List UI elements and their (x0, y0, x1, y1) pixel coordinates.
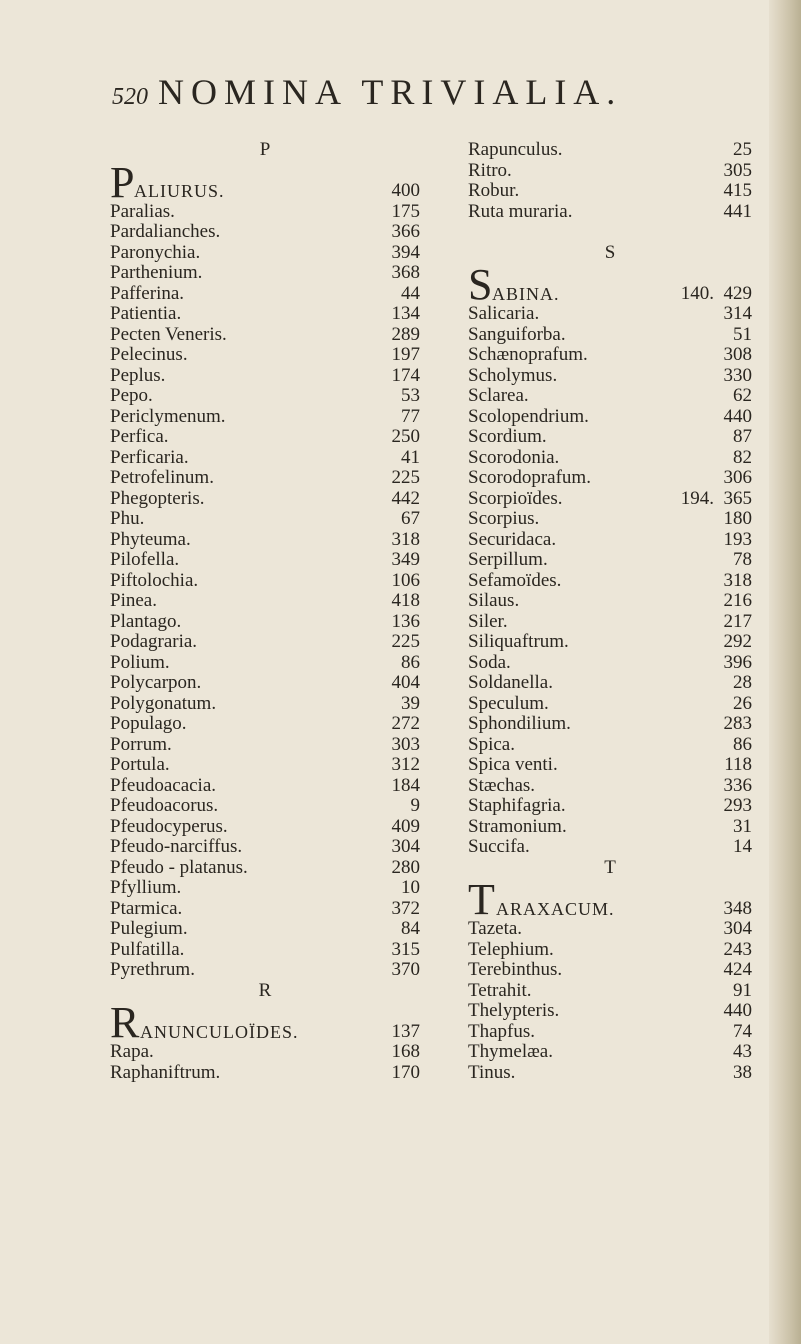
index-entry-initial-s (468, 260, 752, 309)
entry-name: Phegopteris. (110, 487, 205, 509)
entry-ref: 442 (391, 487, 420, 509)
entry-name: Soldanella. (468, 672, 553, 693)
entry-ref: 216 (723, 590, 752, 611)
entry-name: Pfeudocyperus. (110, 815, 228, 837)
entry-name: Sanguiforba. (468, 323, 566, 345)
index-list-t (468, 919, 752, 1083)
entry-name: Sefamoïdes. (468, 569, 562, 591)
entry-name: Ruta muraria. (468, 200, 573, 222)
entry-ref: 184 (391, 774, 420, 796)
entry-name: Polycarpon. (110, 672, 202, 693)
entry-name: Paronychia. (110, 241, 201, 263)
entry-ref: 43 (733, 1041, 752, 1062)
entry-ref: 82 (733, 446, 752, 468)
entry-name: Thelypteris. (468, 1000, 560, 1021)
index-entry (468, 1063, 752, 1084)
index-entry (468, 325, 752, 346)
entry-name: Staphifagria. (468, 795, 566, 816)
index-entry (110, 694, 420, 715)
index-entry-initial-p (110, 157, 420, 207)
entry-ref: 136 (391, 610, 420, 632)
index-entry (468, 755, 752, 776)
section-letter-r: R (258, 979, 272, 1001)
entry-ref: 170 (391, 1061, 420, 1083)
entry-name: Pfyllium. (110, 877, 182, 898)
entry-name: Porrum. (110, 733, 172, 755)
page-title: NOMINA TRIVIALIA. (158, 72, 623, 112)
index-entry (110, 304, 420, 325)
entry-ref: 289 (391, 323, 420, 345)
index-entry (110, 263, 420, 284)
entry-ref: 10 (401, 877, 420, 898)
index-entry (110, 796, 420, 817)
index-entry (468, 468, 752, 489)
entry-ref: 283 (723, 713, 752, 734)
entry-name: Scorodonia. (468, 446, 560, 468)
entry-ref: 280 (391, 856, 420, 878)
entry-name: Raphaniftrum. (110, 1061, 221, 1083)
entry-ref: 441 (723, 200, 752, 222)
entry-ref: 38 (733, 1061, 752, 1083)
entry-name: Pulfatilla. (110, 938, 185, 960)
index-entry (468, 796, 752, 817)
entry-name: Speculum. (468, 692, 549, 714)
entry-ref: 415 (723, 180, 752, 201)
index-entry (110, 489, 420, 510)
index-entry (468, 714, 752, 735)
entry-name: Siler. (468, 610, 508, 632)
index-entry (468, 940, 752, 961)
entry-ref: 67 (401, 508, 420, 529)
entry-name: Telephium. (468, 938, 554, 960)
index-entry (468, 530, 752, 551)
index-entry (468, 181, 752, 202)
entry-name: Rapunculus. (468, 139, 563, 160)
index-entry (110, 960, 420, 981)
entry-name: Sclarea. (468, 385, 529, 406)
entry-ref: 394 (391, 241, 420, 263)
entry-name: Polium. (110, 651, 170, 673)
entry-name: Securidaca. (468, 528, 557, 550)
entry-name: Pecten Veneris. (110, 323, 227, 345)
entry-name: Pinea. (110, 590, 157, 611)
section-letter-p: P (259, 139, 271, 160)
entry-ref: 175 (391, 200, 420, 222)
index-entry (468, 960, 752, 981)
entry-name: Populago. (110, 713, 187, 734)
entry-name: Patientia. (110, 303, 182, 324)
index-entry (468, 1042, 752, 1063)
entry-ref: 31 (733, 815, 752, 837)
entry-ref: 250 (391, 426, 420, 447)
index-entry (110, 448, 420, 469)
entry-name: ABINA. (492, 283, 560, 304)
entry-name: Scolopendrium. (468, 405, 589, 427)
drop-cap-t: T (468, 875, 495, 924)
entry-name: Pilofella. (110, 549, 180, 570)
entry-ref: 272 (391, 713, 420, 734)
index-entry (468, 981, 752, 1002)
entry-ref-secondary: 140. (680, 282, 714, 304)
index-entry (110, 919, 420, 940)
entry-name: Rapa. (110, 1041, 154, 1062)
index-entry (110, 468, 420, 489)
index-entry (468, 509, 752, 530)
entry-name: Pfeudoacorus. (110, 795, 219, 816)
entry-name: Portula. (110, 754, 170, 775)
entry-name: Piftolochia. (110, 569, 199, 591)
entry-name: Tazeta. (468, 918, 523, 939)
index-entry (110, 817, 420, 838)
index-entry (110, 366, 420, 387)
index-entry (110, 858, 420, 879)
index-entry (110, 714, 420, 735)
index-entry (468, 345, 752, 366)
entry-ref: 418 (391, 590, 420, 611)
entry-ref: 137 (391, 1020, 420, 1042)
entry-ref: 106 (391, 569, 420, 591)
index-entry (110, 325, 420, 346)
index-entry (110, 427, 420, 448)
entry-ref: 53 (401, 385, 420, 406)
index-entry (468, 1001, 752, 1022)
drop-cap-s: S (468, 260, 493, 309)
entry-ref: 86 (733, 733, 752, 755)
entry-ref: 318 (723, 569, 752, 591)
entry-ref: 308 (723, 344, 752, 365)
entry-ref: 440 (723, 405, 752, 427)
entry-name: Spica. (468, 733, 515, 755)
entry-ref: 292 (723, 631, 752, 652)
entry-name: Phyteuma. (110, 528, 191, 550)
index-entry (110, 940, 420, 961)
entry-ref: 44 (401, 282, 420, 304)
entry-ref: 91 (733, 979, 752, 1001)
entry-name: Pfeudo - platanus. (110, 856, 248, 878)
entry-name: Plantago. (110, 610, 182, 632)
entry-name: Robur. (468, 180, 520, 201)
index-entry (110, 284, 420, 305)
entry-name: Podagraria. (110, 631, 198, 652)
entry-name: Ptarmica. (110, 897, 183, 919)
index-entry (468, 1022, 752, 1043)
entry-name: Serpillum. (468, 549, 548, 570)
entry-name: Ritro. (468, 159, 512, 181)
entry-name: Parthenium. (110, 262, 203, 283)
index-entry (468, 837, 752, 858)
entry-ref: 77 (401, 405, 420, 427)
entry-name: Scorpius. (468, 508, 540, 529)
entry-ref: 78 (733, 549, 752, 570)
entry-ref: 41 (401, 446, 420, 468)
entry-ref: 349 (391, 549, 420, 570)
index-entry (468, 653, 752, 674)
entry-ref: 134 (391, 303, 420, 324)
entry-ref: 400 (391, 180, 420, 201)
entry-ref: 315 (391, 938, 420, 960)
entry-name: Scorodoprafum. (468, 467, 591, 488)
entry-name: Soda. (468, 651, 511, 673)
index-entry (110, 591, 420, 612)
entry-ref: 312 (391, 754, 420, 775)
index-entry (468, 735, 752, 756)
entry-ref: 25 (733, 139, 752, 160)
entry-ref: 180 (723, 508, 752, 529)
entry-name: Thymelæa. (468, 1041, 553, 1062)
index-entry (468, 591, 752, 612)
index-entry (468, 202, 752, 223)
entry-ref: 336 (723, 774, 752, 796)
index-entry (468, 673, 752, 694)
index-entry (468, 386, 752, 407)
index-entry (110, 407, 420, 428)
index-list-p (110, 202, 420, 981)
index-entry (110, 202, 420, 223)
entry-name: Scorpioïdes. (468, 487, 563, 509)
entry-name: Tinus. (468, 1061, 516, 1083)
entry-ref: 368 (391, 262, 420, 283)
entry-ref-secondary: 194. (680, 487, 714, 509)
entry-name: Terebinthus. (468, 959, 563, 980)
entry-name: Schænoprafum. (468, 344, 588, 365)
running-header (112, 72, 672, 112)
entry-ref: 424 (723, 959, 752, 980)
index-entry (468, 140, 752, 161)
entry-ref: 440 (723, 1000, 752, 1021)
index-entry (468, 161, 752, 182)
index-entry (110, 878, 420, 899)
index-entry (468, 776, 752, 797)
entry-name: Scordium. (468, 426, 547, 447)
entry-name: Paralias. (110, 200, 175, 222)
section-letter-s: S (604, 241, 616, 263)
index-entry (468, 448, 752, 469)
entry-ref: 62 (733, 385, 752, 406)
entry-name: Phu. (110, 508, 145, 529)
page-edge-shadow (769, 0, 801, 1344)
entry-ref: 306 (723, 467, 752, 488)
entry-ref: 26 (733, 692, 752, 714)
entry-name: Scholymus. (468, 364, 558, 386)
entry-name: Periclymenum. (110, 405, 226, 427)
index-entry-initial-t (468, 875, 752, 924)
entry-ref: 396 (723, 651, 752, 673)
index-entry (110, 899, 420, 920)
entry-name: ALIURUS. (134, 181, 225, 201)
entry-name: Pfeudoacacia. (110, 774, 217, 796)
entry-ref: 9 (410, 795, 420, 816)
entry-name: Tetrahit. (468, 979, 532, 1001)
index-entry (468, 632, 752, 653)
right-index-column (468, 140, 752, 1083)
entry-ref: 225 (391, 631, 420, 652)
entry-ref: 197 (391, 344, 420, 365)
entry-ref: 429 (723, 282, 752, 304)
entry-name: Pulegium. (110, 918, 188, 939)
entry-name: Peplus. (110, 364, 166, 386)
entry-ref: 174 (391, 364, 420, 386)
entry-ref: 14 (733, 836, 752, 857)
index-entry (110, 345, 420, 366)
entry-name: Perficaria. (110, 446, 189, 468)
entry-name: Siliquaftrum. (468, 631, 569, 652)
entry-ref: 409 (391, 815, 420, 837)
entry-ref: 39 (401, 692, 420, 714)
entry-ref: 84 (401, 918, 420, 939)
entry-ref: 86 (401, 651, 420, 673)
entry-ref: 168 (391, 1041, 420, 1062)
entry-ref: 51 (733, 323, 752, 345)
entry-ref: 303 (391, 733, 420, 755)
entry-ref: 366 (391, 221, 420, 242)
index-list-r (110, 1042, 420, 1083)
entry-ref: 193 (723, 528, 752, 550)
index-entry (468, 407, 752, 428)
entry-name: ANUNCULOÏDES. (140, 1021, 299, 1042)
index-entry (110, 1042, 420, 1063)
entry-ref: 330 (723, 364, 752, 386)
entry-name: Petrofelinum. (110, 467, 214, 488)
index-list-r-continued (468, 140, 752, 222)
entry-ref: 365 (723, 487, 752, 509)
index-entry (110, 243, 420, 264)
index-entry (110, 776, 420, 797)
drop-cap-p: P (110, 157, 135, 207)
index-entry (110, 530, 420, 551)
index-entry-initial-r (110, 998, 420, 1047)
left-index-column (110, 140, 420, 1083)
index-entry (110, 837, 420, 858)
entry-ref: 304 (391, 836, 420, 857)
index-entry (110, 550, 420, 571)
index-entry (468, 919, 752, 940)
entry-name: Perfica. (110, 426, 169, 447)
entry-ref: 348 (723, 897, 752, 919)
entry-ref: 370 (391, 959, 420, 980)
entry-name: ARAXACUM. (496, 898, 615, 919)
entry-name: Spica venti. (468, 754, 558, 775)
entry-name: Salicaria. (468, 303, 540, 324)
index-entry (110, 386, 420, 407)
entry-name: Thapfus. (468, 1020, 536, 1042)
entry-ref: 314 (723, 303, 752, 324)
entry-name: Pardalianches. (110, 221, 221, 242)
index-entry (468, 489, 752, 510)
index-entry (468, 427, 752, 448)
entry-ref: 74 (733, 1020, 752, 1042)
entry-name: Sphondilium. (468, 713, 571, 734)
entry-name: Stæchas. (468, 774, 536, 796)
entry-ref: 404 (391, 672, 420, 693)
entry-ref: 304 (723, 918, 752, 939)
index-entry (468, 304, 752, 325)
index-entry (468, 366, 752, 387)
entry-ref: 28 (733, 672, 752, 693)
entry-name: Pafferina. (110, 282, 185, 304)
entry-name: Pfeudo-narciffus. (110, 836, 243, 857)
index-entry (110, 1063, 420, 1084)
index-entry (110, 632, 420, 653)
entry-ref: 87 (733, 426, 752, 447)
index-entry (110, 735, 420, 756)
entry-name: Polygonatum. (110, 692, 217, 714)
entry-name: Stramonium. (468, 815, 567, 837)
section-letter-t: T (604, 856, 616, 878)
index-entry (110, 222, 420, 243)
index-entry (110, 755, 420, 776)
entry-ref: 305 (723, 159, 752, 181)
page-number: 520 (112, 84, 148, 110)
entry-ref: 318 (391, 528, 420, 550)
entry-ref: 293 (723, 795, 752, 816)
index-entry (468, 571, 752, 592)
entry-ref: 372 (391, 897, 420, 919)
index-entry (468, 550, 752, 571)
entry-name: Succifa. (468, 836, 530, 857)
drop-cap-r: R (110, 998, 140, 1047)
entry-ref: 243 (723, 938, 752, 960)
index-entry (468, 694, 752, 715)
index-entry (468, 612, 752, 633)
index-entry (110, 653, 420, 674)
entry-name: Pepo. (110, 385, 153, 406)
entry-ref: 217 (723, 610, 752, 632)
entry-name: Pelecinus. (110, 344, 188, 365)
index-entry (110, 612, 420, 633)
index-list-s (468, 304, 752, 858)
entry-name: Pyrethrum. (110, 959, 195, 980)
entry-name: Silaus. (468, 590, 520, 611)
index-entry (110, 571, 420, 592)
entry-ref: 225 (391, 467, 420, 488)
entry-ref: 118 (724, 754, 752, 775)
index-entry (110, 509, 420, 530)
index-entry (110, 673, 420, 694)
index-entry (468, 817, 752, 838)
